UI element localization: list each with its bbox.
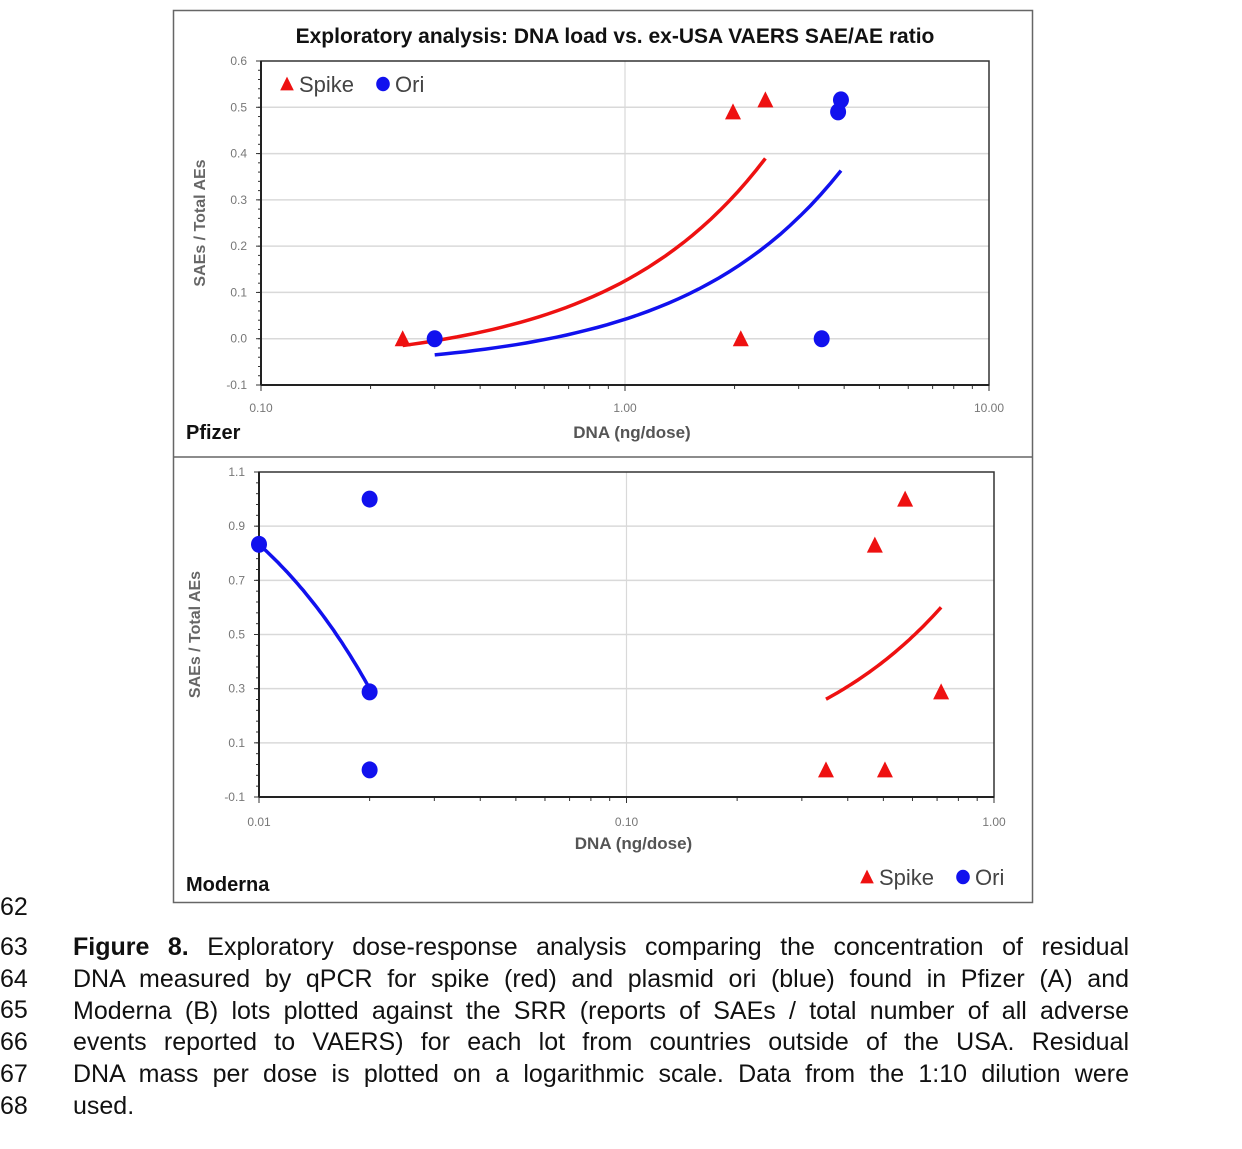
y-tick-label: 0.0 [230, 331, 247, 346]
x-tick-label: 0.01 [247, 815, 271, 829]
line-number: 64 [0, 964, 28, 993]
y-tick-label: 0.3 [230, 192, 247, 207]
legend-marker-ori [956, 870, 970, 884]
data-point-ori [362, 683, 378, 700]
y-tick-label: 0.4 [230, 146, 247, 161]
y-tick-label: 0.2 [230, 239, 247, 254]
caption-line: used. [73, 1091, 135, 1120]
x-axis-label: DNA (ng/dose) [574, 834, 693, 853]
y-axis-label: SAEs / Total AEs [187, 570, 204, 699]
data-point-ori [427, 330, 443, 347]
legend [280, 72, 424, 97]
legend-marker-ori [376, 77, 390, 91]
chart-title: Exploratory analysis: DNA load vs. ex-USA VAERS SAE/AE ratio [295, 25, 935, 48]
caption-line: DNA measured by qPCR for spike (red) and plasmid ori (blue) found in Pfizer (A) and [73, 964, 1129, 993]
data-point-ori [814, 330, 830, 347]
y-tick-label: 0.1 [230, 285, 247, 300]
line-number: 63 [0, 932, 28, 961]
line-number: 67 [0, 1059, 28, 1088]
y-tick-label: -0.1 [226, 378, 247, 392]
x-tick-label: 0.10 [614, 815, 639, 829]
y-tick-label: 0.5 [230, 100, 247, 115]
caption-line [73, 932, 1129, 964]
y-tick-label: 0.6 [230, 54, 247, 68]
line-numbers [0, 892, 28, 1123]
panel-label: Moderna [186, 874, 270, 896]
line-number: 65 [0, 996, 28, 1025]
y-tick-label: 0.9 [228, 519, 245, 534]
x-tick-label: 1.00 [613, 401, 637, 415]
y-tick-label: 0.5 [228, 627, 245, 642]
data-point-ori [833, 91, 849, 108]
figure-caption [73, 932, 1129, 1123]
x-tick-label: 10.00 [973, 401, 1005, 415]
caption-line: Moderna (B) lots plotted against the SRR (reports of SAEs / total number of all adverse [73, 996, 1129, 1025]
line-number: 66 [0, 1028, 28, 1057]
caption-line: DNA mass per dose is plotted on a logarithmic scale. Data from the 1:10 dilution were [73, 1060, 1129, 1089]
x-tick-label: 0.10 [249, 401, 273, 415]
x-axis-label: DNA (ng/dose) [573, 423, 691, 442]
legend [860, 865, 1004, 890]
caption-text: Exploratory dose-response analysis comparing the concentration of residual [188, 933, 1130, 961]
x-tick-label: 1.00 [982, 815, 1006, 829]
legend-label: Spike [879, 865, 935, 890]
line-number: 68 [0, 1091, 28, 1120]
legend-label: Ori [975, 865, 1005, 890]
y-tick-label: 0.7 [228, 573, 245, 588]
y-tick-label: 0.1 [228, 735, 245, 750]
y-tick-label: 0.3 [228, 681, 245, 696]
data-point-ori [362, 761, 378, 778]
legend-label: Ori [395, 72, 425, 97]
y-tick-label: 1.1 [228, 465, 245, 479]
y-tick-label: -0.1 [224, 790, 245, 804]
panel-label: Pfizer [186, 422, 241, 444]
y-axis-label: SAEs / Total AEs [192, 159, 209, 287]
line-number: 62 [0, 893, 28, 921]
data-point-ori [362, 491, 378, 508]
figure-label: Figure 8. [73, 933, 189, 961]
data-point-ori [251, 536, 267, 553]
caption-line: events reported to VAERS) for each lot from countries outside of the USA. Residual [73, 1028, 1129, 1057]
legend-label: Spike [299, 72, 355, 97]
